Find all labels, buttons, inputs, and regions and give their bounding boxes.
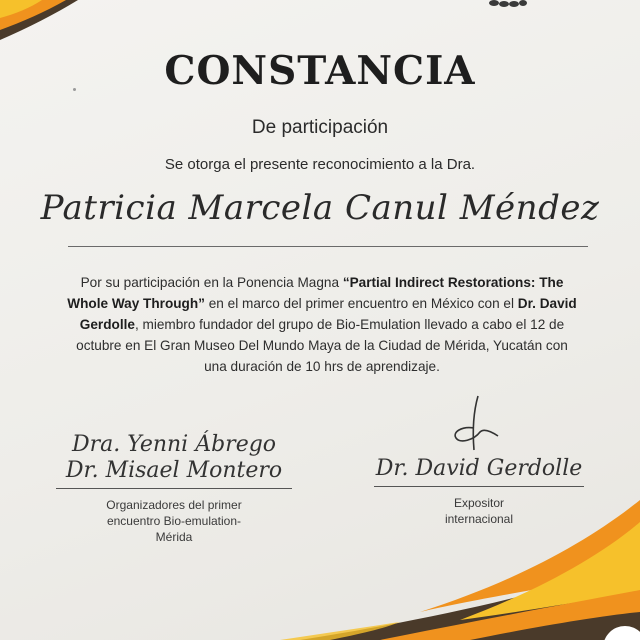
organizer-signature-2: Dr. Misael Montero bbox=[65, 458, 283, 483]
speaker-caption-line-1: Expositor bbox=[453, 496, 505, 510]
speaker-signature-block bbox=[374, 456, 584, 527]
body-part-1: Por su participación en la Ponencia Magna bbox=[80, 275, 343, 290]
organizers-signature-block bbox=[56, 432, 292, 545]
body-part-2: en el marco del primer encuentro en México con el bbox=[204, 296, 518, 311]
certificate-subtitle: De participación bbox=[251, 117, 389, 138]
organizers-caption-line-1: Organizadores del primer bbox=[106, 498, 242, 512]
recipient-underline bbox=[68, 246, 588, 247]
talk-title: “Partial Indirect Restorations: The Whole Way Through” bbox=[67, 275, 564, 311]
certificate-body bbox=[66, 272, 578, 377]
speaker-signature-line bbox=[374, 486, 584, 487]
certificate-title: CONSTANCIA bbox=[164, 48, 476, 94]
organizers-signature-line bbox=[56, 488, 292, 489]
recipient-name: Patricia Marcela Canul Méndez bbox=[40, 188, 600, 228]
organizers-caption-line-3: Mérida bbox=[155, 530, 193, 544]
leaf-logo-icon bbox=[488, 0, 528, 10]
organizers-caption-line-2: encuentro Bio-emulation- bbox=[106, 514, 242, 528]
certificate-intro: Se otorga el presente reconocimiento a la Dra. bbox=[164, 156, 476, 173]
organizer-signature-1: Dra. Yenni Ábrego bbox=[71, 432, 277, 457]
body-part-3: , miembro fundador del grupo de Bio-Emulation llevado a cabo el 12 de octubre en El Gran Museo Del Mundo Maya de la Ciudad de Mérida, Yucatán con una duración de 10 hrs de aprendizaje. bbox=[76, 317, 568, 374]
speaker-name: Dr. David Gerdolle bbox=[79, 296, 577, 332]
speaker-signature: Dr. David Gerdolle bbox=[375, 456, 583, 481]
signature-flourish-icon bbox=[444, 392, 504, 454]
speaker-caption-line-2: internacional bbox=[444, 512, 514, 526]
